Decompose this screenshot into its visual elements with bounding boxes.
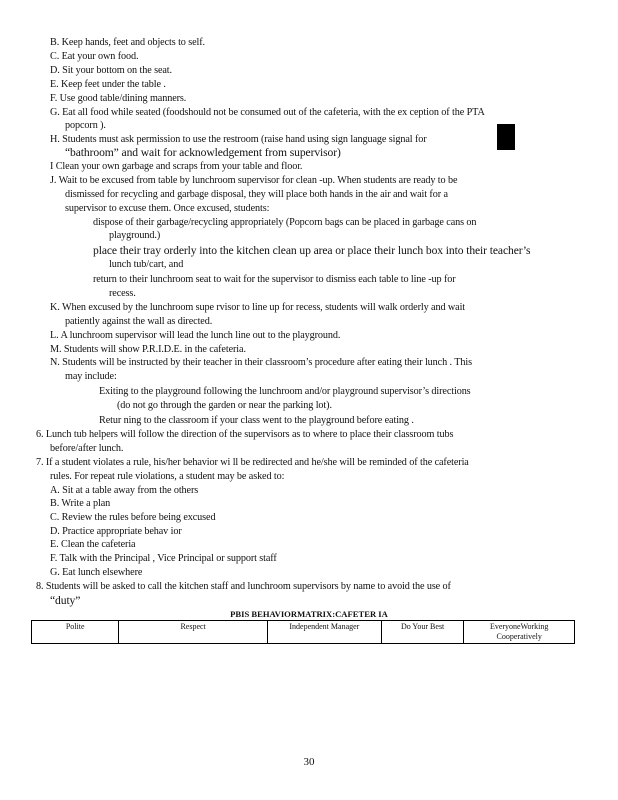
text-line: M. Students will show P.R.I.D.E. in the cafeteria. bbox=[50, 344, 246, 355]
text-line: dismissed for recycling and garbage disposal, they will place both hands in the air and wait for a bbox=[65, 189, 448, 200]
matrix-header-respect: Respect bbox=[119, 621, 267, 644]
text-line: D. Practice appropriate behav ior bbox=[50, 526, 182, 537]
text-line: I Clean your own garbage and scraps from your table and floor. bbox=[50, 161, 303, 172]
text-line: Retur ning to the classroom if your class went to the playground before eating . bbox=[99, 415, 414, 426]
text-line: 7. If a student violates a rule, his/her behavior wi ll be redirected and he/she will be reminded of the cafeteria bbox=[36, 457, 469, 468]
matrix-header-do-your-best: Do Your Best bbox=[381, 621, 464, 644]
text-line: K. When excused by the lunchroom supe rvisor to line up for recess, students will walk orderly and wait bbox=[50, 302, 466, 313]
matrix-title: PBIS BEHAVIORMATRIX:CAFETER IA bbox=[230, 609, 388, 619]
text-line: recess. bbox=[109, 288, 136, 299]
text-line: dispose of their garbage/recycling appropriately (Popcorn bags can be placed in garbage cans on bbox=[93, 217, 477, 228]
text-line: (do not go through the garden or near the parking lot). bbox=[117, 400, 332, 411]
text-line: F. Talk with the Principal , Vice Principal or support staff bbox=[50, 553, 277, 564]
text-line: C. Review the rules before being excused bbox=[50, 512, 216, 523]
text-line: E. Keep feet under the table . bbox=[50, 79, 166, 90]
matrix-header-independent-manager: Independent Manager bbox=[267, 621, 381, 644]
matrix-header-everyone-working-cooperatively: EveryoneWorking Cooperatively bbox=[464, 621, 575, 644]
text-line: Exiting to the playground following the lunchroom and/or playground supervisor’s directions bbox=[99, 386, 471, 397]
matrix-header-polite: Polite bbox=[32, 621, 119, 644]
text-line: 6. Lunch tub helpers will follow the direction of the supervisors as to where to place their classroom tubs bbox=[36, 429, 454, 440]
text-line: supervisor to excuse them. Once excused, students: bbox=[65, 203, 270, 214]
text-line: J. Wait to be excused from table by lunchroom supervisor for clean -up. When students are ready to be bbox=[50, 175, 458, 186]
text-line: N. Students will be instructed by their teacher in their classroom’s procedure after eating their lunch . This bbox=[50, 357, 472, 368]
table-row bbox=[32, 621, 575, 644]
text-line: E. Clean the cafeteria bbox=[50, 539, 136, 550]
text-line: rules. For repeat rule violations, a student may be asked to: bbox=[50, 471, 285, 482]
text-line: G. Eat all food while seated (foodshould not be consumed out of the cafeteria, with the ex ception of the PTA bbox=[50, 107, 485, 118]
behavior-matrix-table bbox=[31, 620, 575, 644]
text-line: popcorn ). bbox=[65, 120, 106, 131]
text-line: F. Use good table/dining manners. bbox=[50, 93, 187, 104]
text-line: D. Sit your bottom on the seat. bbox=[50, 65, 172, 76]
text-line: B. Keep hands, feet and objects to self. bbox=[50, 37, 205, 48]
text-line: may include: bbox=[65, 371, 117, 382]
page-number: 30 bbox=[303, 756, 315, 768]
text-line: 8. Students will be asked to call the kitchen staff and lunchroom supervisors by name to avoid the use of bbox=[36, 581, 451, 592]
text-line: return to their lunchroom seat to wait for the supervisor to dismiss each table to line -up for bbox=[93, 274, 456, 285]
text-line: “bathroom” and wait for acknowledgement from supervisor) bbox=[65, 146, 341, 159]
text-line: H. Students must ask permission to use the restroom (raise hand using sign language signal for bbox=[50, 134, 427, 145]
text-line: lunch tub/cart, and bbox=[109, 259, 184, 270]
redaction-block bbox=[497, 124, 515, 150]
text-line: G. Eat lunch elsewhere bbox=[50, 567, 143, 578]
text-line: B. Write a plan bbox=[50, 498, 111, 509]
text-line: playground.) bbox=[109, 230, 161, 241]
text-line: before/after lunch. bbox=[50, 443, 124, 454]
text-line: place their tray orderly into the kitchen clean up area or place their lunch box into their teacher’s bbox=[93, 244, 531, 257]
text-line: L. A lunchroom supervisor will lead the lunch line out to the playground. bbox=[50, 330, 341, 341]
text-line: C. Eat your own food. bbox=[50, 51, 139, 62]
text-line: A. Sit at a table away from the others bbox=[50, 485, 199, 496]
text-line: patiently against the wall as directed. bbox=[65, 316, 213, 327]
text-line: “duty” bbox=[50, 594, 81, 607]
